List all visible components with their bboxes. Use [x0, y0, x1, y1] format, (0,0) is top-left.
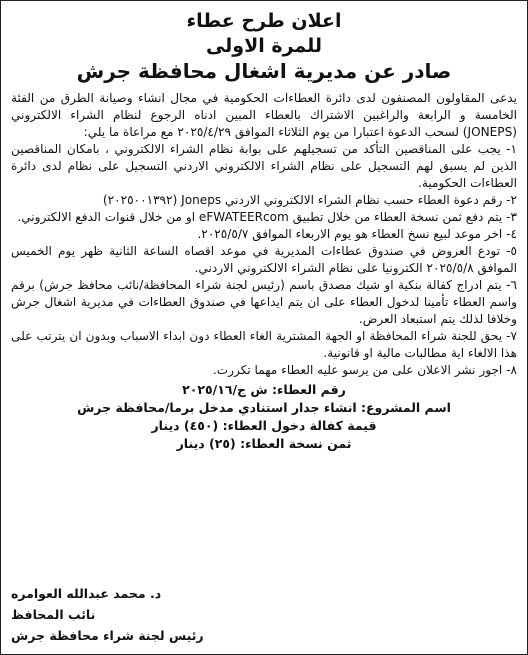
- intro-paragraph: يدعى المقاولون المصنفون لدى دائرة العطاءات الحكومية في مجال انشاء وصيانة الطرق من الفئة الخامسة و الرابعة والراغبين الاشتراك بالعطاء المبين ادناه الرجوع لنظام الشراء الالكتروني (JONEPS) لسحب الدعوة اعتبارا من يوم الثلاثاء الموافق ٢٠٢٥/٤/٢٩ مع مراعاة ما يلي:: [11, 91, 517, 139]
- conditions-list: [11, 141, 517, 379]
- condition-item: ٤- اخر موعد لبيع نسخ العطاء هو يوم الاربعاء الموافق ٢٠٢٥/٥/٧.: [197, 227, 517, 241]
- announcement-subtitle: للمرة الاولى: [205, 35, 323, 57]
- signature-block: [11, 583, 204, 646]
- project-name: اسم المشروع: انشاء جدار استنادي مدخل برما/محافظة جرش: [77, 400, 451, 415]
- signatory-committee: رئيس لجنة شراء محافظة جرش: [11, 628, 204, 643]
- condition-item: ٦- يتم ادراج كفالة بنكية او شيك مصدق باسم (رئيس لجنة شراء المحافظة/نائب محافظ جرش) برقم واسم العطاء تأمينا لدخول العطاء على ان يتم ايداعها في صندوق العطاءات في مديرية اشغال جرش وخلافا لذلك يتم استبعاد العرض.: [11, 278, 517, 326]
- signatory-name: د. محمد عبدالله العوامره: [11, 586, 162, 601]
- condition-item: ٥- تودع العروض في صندوق عطاءات المديرية في موعد اقصاه الساعة الثانية ظهر يوم الخميس الموافق ٢٠٢٥/٥/٨ الكترونيا على نظام الشراء الالكتروني الاردني.: [11, 244, 517, 275]
- condition-item: ٢- رقم دعوة العطاء حسب نظام الشراء الالكتروني الاردني Joneps (٢٠٢٥٠٠١٣٩٢): [102, 193, 517, 207]
- condition-item: ٨- اجور نشر الاعلان على من يرسو عليه العطاء مهما تكررت.: [212, 363, 517, 377]
- signatory-position: نائب المحافظ: [11, 607, 96, 622]
- condition-item: ١- يجب على المناقصين التأكد من تسجيلهم على بوابة نظام الشراء الالكتروني ، بامكان المناقصين الذين لم يسبق لهم التسجيل على نظام الشراء الالكتروني الاردني التسجيل على نظام لدى دائرة العطاءات الحكومية.: [11, 142, 517, 190]
- condition-item: ٣- يتم دفع ثمن نسخة العطاء من خلال تطبيق eFWATEERcom او من خلال قنوات الدفع الالكتروني.: [17, 210, 517, 224]
- tender-number: رقم العطاء: ش ج/٢٠٢٥/١٦: [182, 382, 346, 397]
- announcement-title: اعلان طرح عطاء: [186, 10, 342, 32]
- tender-copy-price: ثمن نسخة العطاء: (٢٥) دينار: [176, 436, 352, 451]
- issuer-title: صادر عن مديرية اشغال محافظة جرش: [76, 59, 452, 83]
- condition-item: ٧- يحق للجنة شراء المحافظة او الجهة المشترية الغاء العطاء دون ابداء الاسباب وبدون ان يترتب على هذا الالغاء اية مطالبات مالية او قانونية.: [11, 329, 517, 360]
- bid-bond-value: قيمة كفالة دخول العطاء: (٤٥٠) دينار: [151, 418, 377, 433]
- tender-info: [11, 381, 517, 453]
